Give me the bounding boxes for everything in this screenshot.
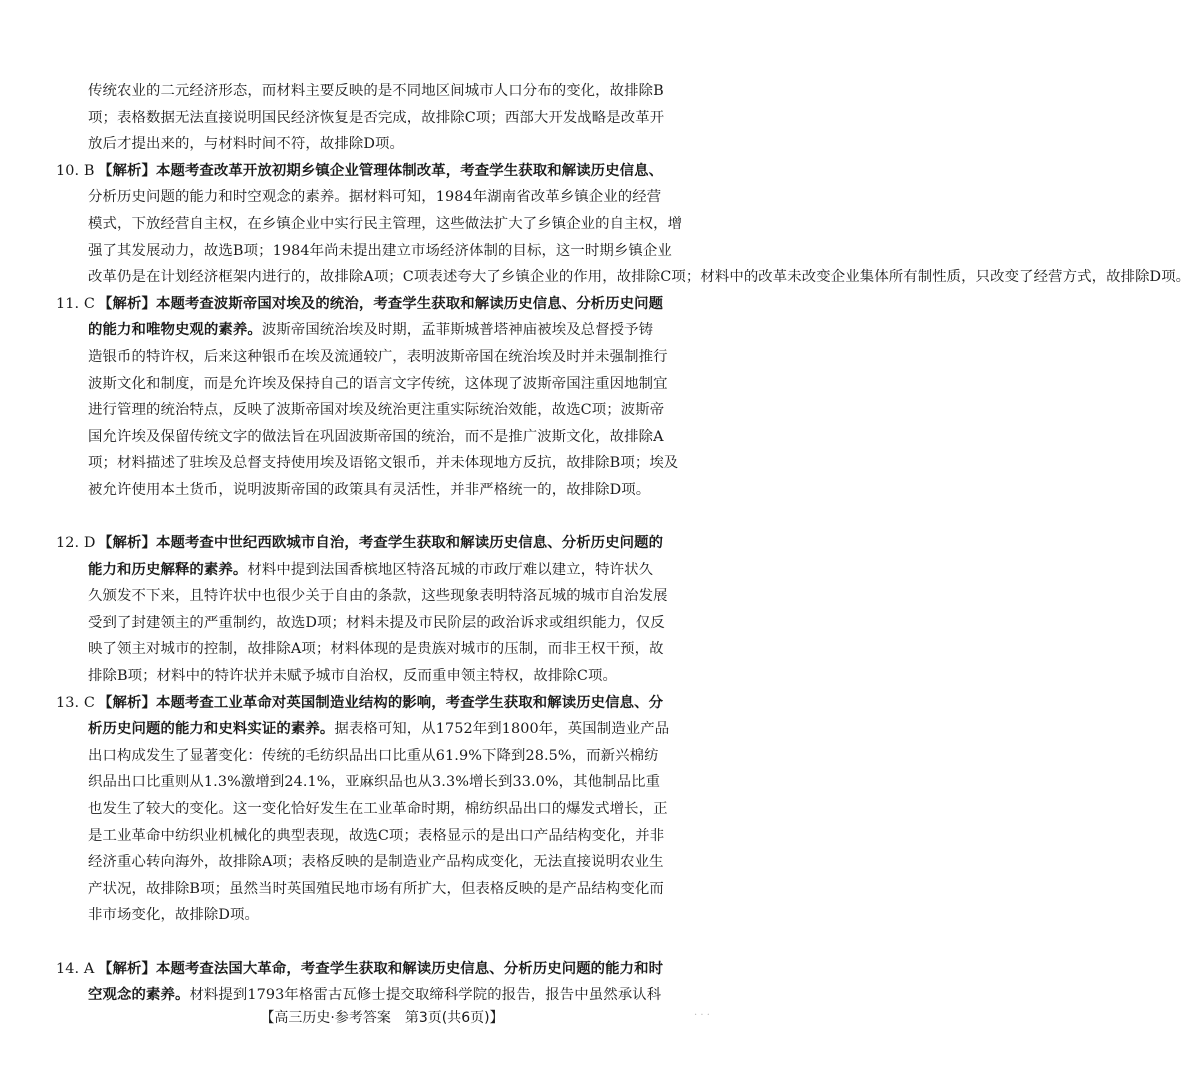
q14-first-line <box>56 956 712 983</box>
q11-heading: 【解析】本题考查波斯帝国对埃及的统治，考查学生获取和解读历史信息、分析历史问题 <box>98 294 664 312</box>
q11-first-line <box>56 291 712 318</box>
q12-heading: 【解析】本题考查中世纪西欧城市自治，考查学生获取和解读历史信息、分析历史问题的 <box>98 534 664 552</box>
q14-heading: 【解析】本题考查法国大革命，考查学生获取和解读历史信息、分析历史问题的能力和时 <box>98 959 664 977</box>
q12-line-4: 受到了封建领主的严重制约，故选D项；材料未提及市民阶层的政治诉求或组织能力，仅反 <box>88 614 665 631</box>
q13-first-line <box>56 690 712 717</box>
corner-mark: · · · <box>694 1010 710 1021</box>
q12-first-line <box>56 530 712 557</box>
q14-line-2 <box>88 982 712 1009</box>
q13-line-5: 也发生了较大的变化。这一变化恰好发生在工业革命时期，棉纺织品出口的爆发式增长，正 <box>88 801 668 818</box>
line-9-3: 项；表格数据无法直接说明国民经济恢复是否完成，故排除C项；西部大开发战略是改革开 <box>88 109 665 126</box>
q11-line-6: 国允许埃及保留传统文字的做法旨在巩固波斯帝国的统治，而不是推广波斯文化，故排除A <box>88 428 664 445</box>
q11-line-3: 造银币的特许权，后来这种银币在埃及流通较广，表明波斯帝国在统治埃及时并未强制推行 <box>88 348 668 365</box>
q12-line-2 <box>88 557 712 584</box>
q13-heading-cont: 析历史问题的能力和史料实证的素养。 <box>88 720 335 738</box>
q12-number: 12. D <box>56 535 96 552</box>
answer-text <box>56 78 1190 1009</box>
q11-heading-cont: 的能力和唯物史观的素养。 <box>88 321 262 339</box>
q13-line-4: 织品出口比重则从1.3%激增到24.1%，亚麻织品也从3.3%增长到33.0%，其他制品比重 <box>88 774 661 791</box>
q10-line-5: 改革仍是在计划经济框架内进行的，故排除A项；C项表述夸大了乡镇企业的作用，故排除C项；材料中的改革未改变企业集体所有制性质，只改变了经营方式，故排除D项。 <box>88 269 1190 286</box>
q13-line-10 <box>88 929 712 956</box>
q12-line-3: 久颁发不下来，且特许状中也很少关于自由的条款，这些现象表明特洛瓦城的城市自治发展 <box>88 588 668 605</box>
q13-line-6: 是工业革命中纺织业机械化的典型表现，故选C项；表格显示的是出口产品结构变化，并非 <box>88 827 665 844</box>
page-footer: 【高三历史·参考答案 第3页(共6页)】 <box>260 1010 504 1026</box>
q13-line-9: 非市场变化，故排除D项。 <box>88 907 260 924</box>
q12-line-6: 排除B项；材料中的特许状并未赋予城市自治权，反而重申领主特权，故排除C项。 <box>88 668 617 685</box>
q12-line-2-text: 材料中提到法国香槟地区特洛瓦城的市政厅难以建立，特许状久 <box>247 561 654 578</box>
q14-heading-cont: 空观念的素养。 <box>88 986 190 1004</box>
q10-number: 10. B <box>56 162 95 179</box>
line-9-4: 放后才提出来的，与材料时间不符，故排除D项。 <box>88 136 404 153</box>
q10-line-2: 分析历史问题的能力和时空观念的素养。据材料可知，1984年湖南省改革乡镇企业的经营 <box>88 189 662 206</box>
q10-heading: 【解析】本题考查改革开放初期乡镇企业管理体制改革，考查学生获取和解读历史信息、 <box>98 161 664 179</box>
q10-line-4: 强了其发展动力，故选B项；1984年尚未提出建立市场经济体制的目标，这一时期乡镇企业 <box>88 242 672 259</box>
q11-line-4: 波斯文化和制度，而是允许埃及保持自己的语言文字传统，这体现了波斯帝国注重因地制宜 <box>88 375 668 392</box>
q13-heading: 【解析】本题考查工业革命对英国制造业结构的影响，考查学生获取和解读历史信息、分 <box>98 693 664 711</box>
line-9-2: 传统农业的二元经济形态，而材料主要反映的是不同地区间城市人口分布的变化，故排除B <box>88 83 664 99</box>
q11-number: 11. C <box>56 295 95 312</box>
q11-line-2-text: 波斯帝国统治埃及时期，孟菲斯城普塔神庙被埃及总督授予铸 <box>261 322 654 339</box>
q13-number: 13. C <box>56 694 95 711</box>
q12-heading-cont: 能力和历史解释的素养。 <box>88 560 248 578</box>
q14-number: 14. A <box>56 960 95 977</box>
q13-line-8: 产状况，故排除B项；虽然当时英国殖民地市场有所扩大，但表格反映的是产品结构变化而 <box>88 880 664 897</box>
q11-line-8: 被允许使用本土货币，说明波斯帝国的政策具有灵活性，并非严格统一的，故排除D项。 <box>88 481 651 498</box>
q10-first-line <box>56 158 712 185</box>
q13-line-7: 经济重心转向海外，故排除A项；表格反映的是制造业产品构成变化，无法直接说明农业生 <box>88 854 664 871</box>
q13-line-2-text: 据表格可知，从1752年到1800年，英国制造业产品 <box>334 721 670 738</box>
q14-line-2-text: 材料提到1793年格雷古瓦修士提交取缔科学院的报告，报告中虽然承认科 <box>189 987 662 1004</box>
q13-line-3: 出口构成发生了显著变化：传统的毛纺织品出口比重从61.9%下降到28.5%，而新兴棉纺 <box>88 747 659 764</box>
q12-line-5: 映了领主对城市的控制，故排除A项；材料体现的是贵族对城市的压制，而非王权干预，故 <box>88 641 664 658</box>
q11-line-7: 项；材料描述了驻埃及总督支持使用埃及语铭文银币，并未体现地方反抗，故排除B项；埃及 <box>88 455 679 472</box>
q11-line-5: 进行管理的统治特点，反映了波斯帝国对埃及统治更注重实际统治效能，故选C项；波斯帝 <box>88 402 665 419</box>
q10-line-3: 模式，下放经营自主权，在乡镇企业中实行民主管理，这些做法扩大了乡镇企业的自主权，增 <box>88 215 683 232</box>
q13-line-2 <box>88 716 712 743</box>
q11-line-2 <box>88 317 712 344</box>
q11-line-9 <box>88 504 712 531</box>
